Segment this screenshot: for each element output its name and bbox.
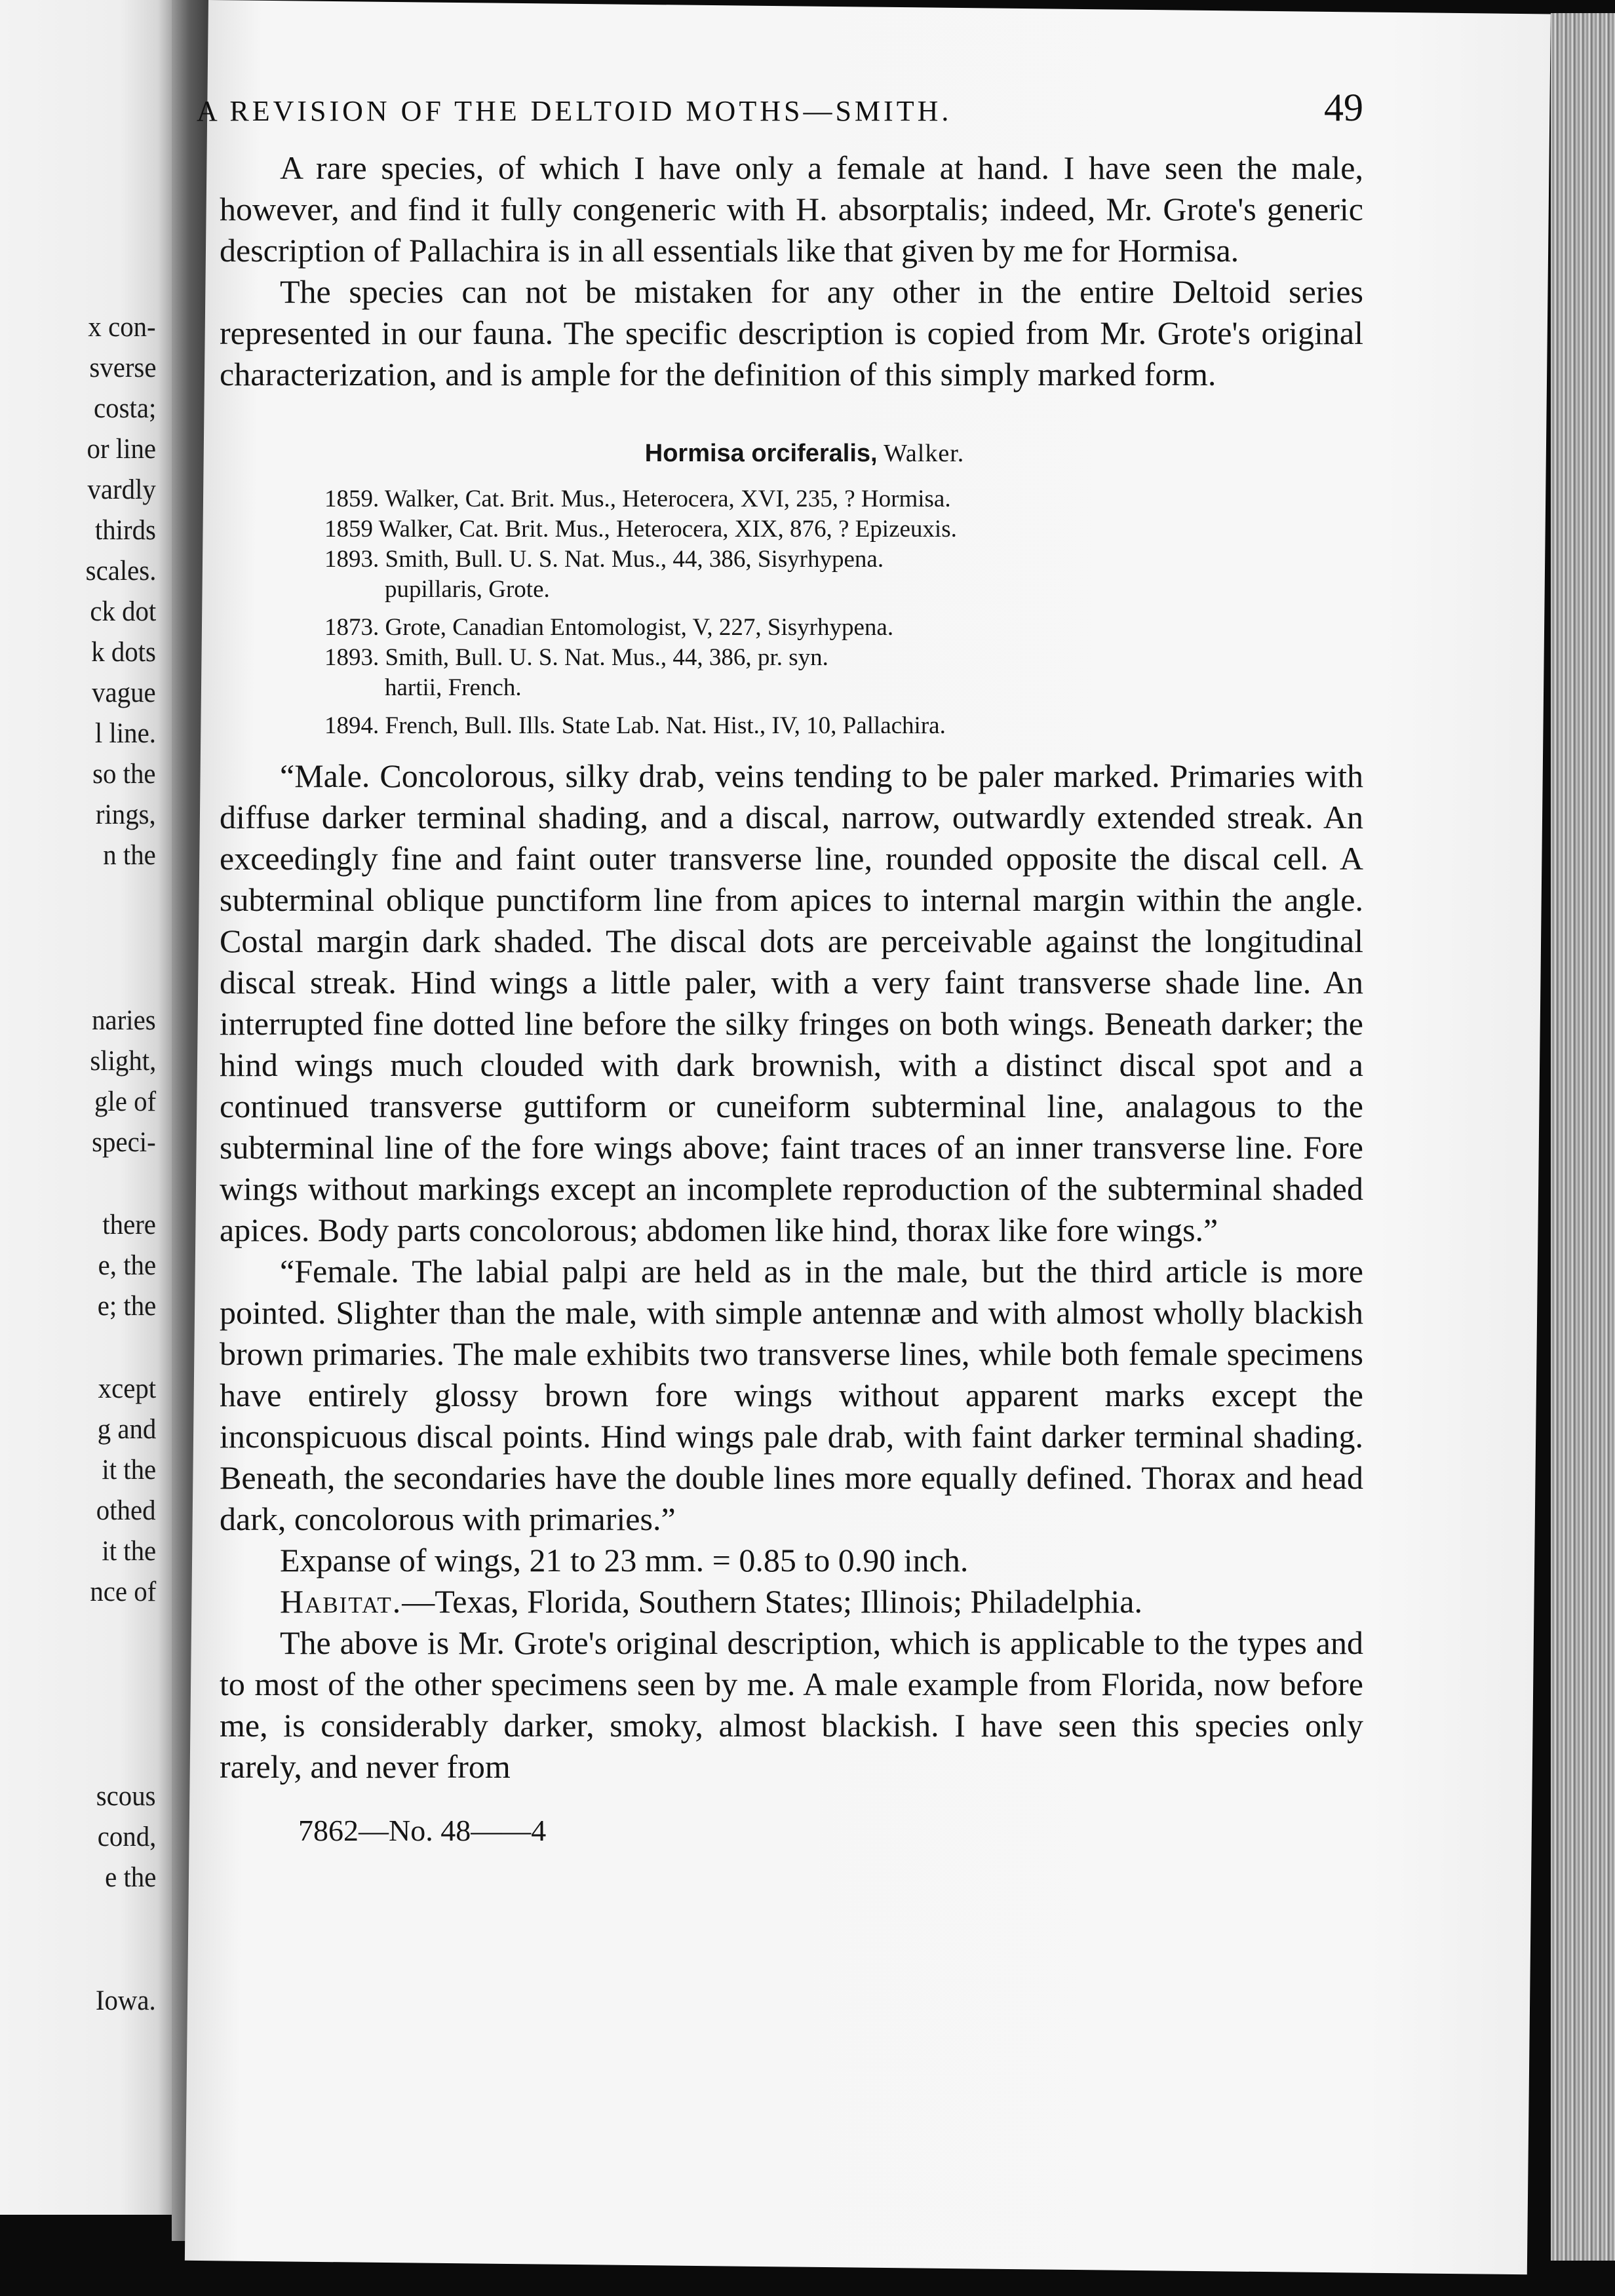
left-page-fragment: there	[102, 1210, 156, 1240]
left-page-fragment: so the	[92, 759, 156, 790]
habitat-text: —Texas, Florida, Southern States; Illinois; Philadelphia.	[402, 1583, 1142, 1620]
species-name: Hormisa orciferalis,	[644, 440, 878, 467]
habitat-line	[220, 1581, 1363, 1622]
left-page-fragment: n the	[103, 840, 156, 871]
intro-paragraph-2: The species can not be mistaken for any other in the entire Deltoid series represented in our fauna. The specific description is copied from Mr. Grote's original characterization, and is ample for the definition of this simply marked form.	[220, 273, 1363, 392]
left-page-fragment: thirds	[94, 515, 156, 546]
synonymy-entry: 1873. Grote, Canadian Entomologist, V, 227, Sisyrhypena.	[324, 614, 894, 641]
synonym-name: hartii, French.	[385, 674, 522, 701]
left-page-fragment: x con-	[88, 312, 156, 343]
synonymy-entry: 1859 Walker, Cat. Brit. Mus., Heterocera, XIX, 876, ? Epizeuxis.	[324, 516, 957, 543]
left-page-fragment: e; the	[97, 1291, 156, 1322]
left-page-fragment: l line.	[94, 718, 156, 749]
left-page-fragment: costa;	[93, 393, 156, 424]
left-page-fragment: sverse	[88, 353, 156, 383]
page-body	[220, 147, 1363, 1849]
synonymy-entry: 1893. Smith, Bull. U. S. Nat. Mus., 44, 386, pr. syn.	[324, 644, 828, 671]
synonym-name: pupillaris, Grote.	[385, 576, 550, 603]
left-page-fragment: rings,	[96, 799, 156, 830]
page-number: 49	[1324, 86, 1363, 129]
left-page-fragment: k dots	[91, 637, 156, 668]
left-page-fragment: scales.	[85, 556, 156, 586]
printer-signature: 7862—No. 48——4	[298, 1814, 547, 1847]
left-page-fragment: e the	[104, 1862, 156, 1893]
left-page-fragment: othed	[96, 1495, 156, 1526]
synonymy-entry: 1894. French, Bull. Ills. State Lab. Nat. Hist., IV, 10, Pallachira.	[324, 712, 946, 739]
previous-page	[0, 0, 172, 2215]
left-page-fragment: nce of	[90, 1577, 156, 1607]
left-page-fragment: ck dot	[90, 596, 156, 627]
running-head: A REVISION OF THE DELTOID MOTHS—SMITH.	[197, 95, 952, 127]
left-page-fragment: xcept	[98, 1373, 156, 1404]
left-page-fragment: Iowa.	[96, 1985, 156, 2016]
intro-paragraph-1: A rare species, of which I have only a female at hand. I have seen the male, however, and find it fully congeneric with H. absorptalis; indeed, Mr. Grote's generic description of Pallachira is in all essentials like that given by me for Hormisa.	[220, 149, 1363, 269]
synonymy-entry: 1859. Walker, Cat. Brit. Mus., Heterocera, XVI, 235, ? Hormisa.	[324, 486, 951, 512]
synonymy-list	[220, 484, 1363, 741]
left-page-fragment: gle of	[94, 1086, 156, 1117]
synonymy-entry: 1893. Smith, Bull. U. S. Nat. Mus., 44, 386, Sisyrhypena.	[324, 546, 884, 573]
male-description: “Male. Concolorous, silky drab, veins tending to be paler marked. Primaries with diffuse darker terminal shading, and a discal, narrow, outwardly extended streak. An exceedingly fine and faint outer transverse line, rounded opposite the discal cell. A subterminal oblique punctiform line from apices to internal margin within the angle. Costal margin dark shaded. The discal dots are perceivable against the longitudinal discal streak. Hind wings a little paler, with a very faint transverse shade line. An interrupted fine dotted line before the silky fringes on both wings. Beneath darker; the hind wings much clouded with dark brownish, with a distinct discal spot and a continued transverse guttiform or cuneiform subterminal line, analagous to the subterminal line of the fore wings above; faint traces of an inner transverse line. Fore wings without markings except an incomplete reproduction of the subterminal shaded apices. Body parts concolorous; abdomen like hind, thorax like fore wings.”	[220, 757, 1363, 1248]
female-description: “Female. The labial palpi are held as in the male, but the third article is more pointed. Slighter than the male, with simple antennæ and with almost wholly blackish brown primaries. The male exhibits two transverse lines, while both female specimens have entirely glossy brown fore wings without apparent marks except the inconspicuous discal points. Hind wings pale drab, with faint darker terminal shading. Beneath, the secondaries have the double lines more equally defined. Thorax and head dark, concolorous with primaries.”	[220, 1253, 1363, 1537]
left-page-fragment: vague	[92, 678, 156, 708]
left-page-fragment: or line	[87, 434, 156, 465]
left-page-fragment: it the	[102, 1455, 156, 1485]
left-page-fragment: e, the	[98, 1250, 156, 1281]
previous-page-text	[0, 0, 164, 2215]
left-page-fragment: cond,	[97, 1822, 156, 1852]
left-page-fragment: scous	[96, 1781, 156, 1812]
page-header	[197, 85, 1363, 144]
left-page-fragment: naries	[92, 1005, 156, 1036]
left-page-fragment: it the	[102, 1536, 156, 1567]
species-heading	[220, 437, 1363, 470]
species-author: Walker.	[884, 440, 965, 467]
closing-paragraph: The above is Mr. Grote's original description, which is applicable to the types and to most of the other specimens seen by me. A male example from Florida, now before me, is considerably darker, smoky, almost blackish. I have seen this species only rarely, and never from	[220, 1624, 1363, 1785]
left-page-fragment: slight,	[89, 1046, 156, 1077]
page-edge-stack	[1551, 13, 1615, 2261]
left-page-fragment: speci-	[92, 1127, 156, 1158]
left-page-fragment: vardly	[87, 474, 156, 505]
expanse-line: Expanse of wings, 21 to 23 mm. = 0.85 to 0.90 inch.	[280, 1542, 969, 1578]
habitat-label: Habitat.	[280, 1583, 402, 1620]
left-page-fragment: g and	[97, 1414, 156, 1445]
